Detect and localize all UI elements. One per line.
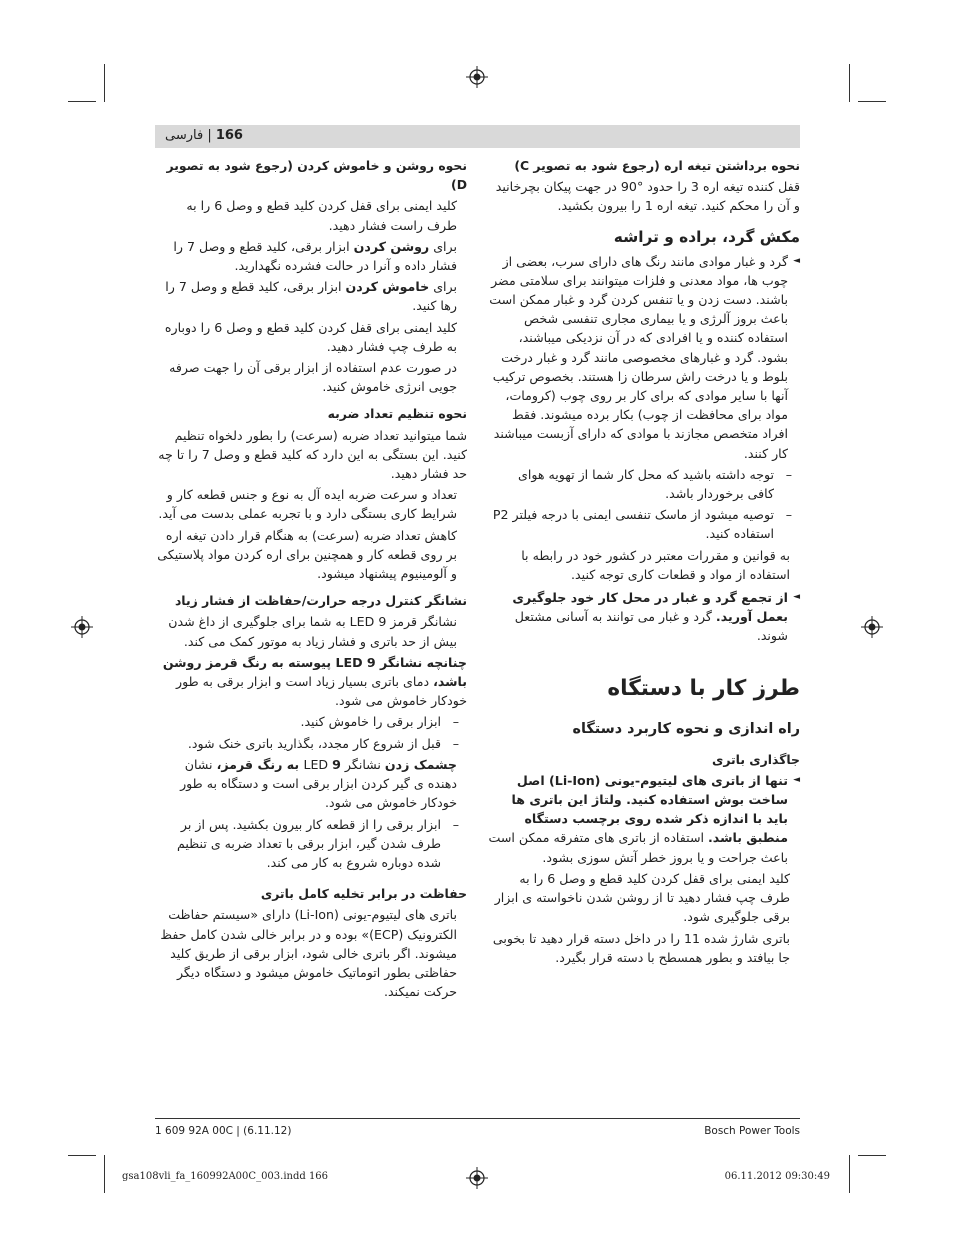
text-bold: خاموش کردن — [345, 279, 430, 295]
chapter-heading: طرز کار با دستگاه — [607, 675, 800, 701]
paragraph: در صورت عدم استفاده از ابزار برقی آن را جهت صرفه جویی انرژی خاموش کنید. — [169, 360, 457, 395]
text-span: نشانگر LED — [303, 756, 381, 772]
crop-mark — [858, 1155, 886, 1156]
warning-paragraph: ◄ گرد و غبار موادی مانند رنگ های دارای سرب، بعضی از چوب ها، مواد معدنی و فلزات میتوانند برای سلامتی مضر باشند. دست زدن و یا تنفس کردن گرد و غبار ممکن است باعث بروز آلرژی و یا بیماری مجاری تنفسی شخص استفاده کننده و یا افرادی که در آن نزدیکی میباشند، بشود. گرد و غبارهای مخصوصی مانند گرد و غبار درخت بلوط و یا درخت راش سرطان زا هستند. بخصوص ترکیب آنها با سایر موادی که برای کار بر روی چوب (کرومات، مواد برای محافظت از چوب) بکار برده میشوند. فقط افراد متخصص مجازند با موادی که دارای آزبست میباشند کار کنند. — [488, 252, 800, 463]
section-title: نحوه برداشتن تیغه اره (رجوع شود به تصویر C) — [514, 158, 800, 173]
text-span: ابزار برقی، کلید قطع و وصل 7 را رها کنید. — [165, 279, 457, 314]
section-title: حفاظت در برابر تخلیه کامل باتری — [260, 886, 467, 902]
text-bold: چنانچه نشانگر LED 9 پیوسته به رنگ قرمز روشن باشد، — [162, 654, 467, 690]
warning-bold: از تجمع گرد و غبار در محل کار خود جلوگیری بعمل آورید. — [512, 590, 788, 625]
paragraph: تعداد و سرعت ضربه ایده آل به نوع و جنس قطعه کار و شرایط کاری بستگی دارد و با تجربه عملی بدست می آید. — [158, 487, 457, 522]
list-item: – توجه داشته باشید که محل کار شما از تهویه هوای کافی برخوردار باشد. — [488, 465, 800, 503]
paragraph — [155, 277, 467, 315]
section-title: نحوه تنظیم تعداد ضربه — [327, 406, 467, 422]
crop-mark — [104, 1155, 105, 1193]
slug-filename: gsa108vli_fa_160992A00C_003.indd 166 — [122, 1171, 329, 1182]
warning-text: گرد و غبار می توانند به آسانی مشتعل شوند. — [514, 609, 788, 644]
crop-mark — [68, 101, 96, 102]
page-header — [165, 128, 243, 143]
paragraph — [155, 653, 467, 711]
text-span: برای — [433, 238, 457, 254]
warning-bold: تنها از باتری های لیتیوم-یونی (Li-Ion) اصل ساخت بوش استفاده کنید. ولتاژ این باتری ها باید با اندازه ذکر شده روی برچسب دستگاه منطبق باشد. — [511, 772, 788, 846]
text-span: دمای باتری بسیار زیاد است و ابزار برقی به طور خودکار خاموش می شود. — [175, 674, 467, 709]
footer-brand: Bosch Power Tools — [704, 1125, 800, 1137]
paragraph: کلید ایمنی برای قفل کردن کلید قطع و وصل 6 را به طرف راست فشار دهید. — [186, 198, 457, 233]
page-number: 166 — [215, 128, 243, 143]
page-header-bar — [155, 125, 800, 148]
paragraph: باتری های لیتیوم-یونی (Li-Ion) دارای «سیستم حفاظت الکترونیک (ECP)» بوده و در برابر خالی شدن کامل حفظ میشوند. اگر باتری خالی شود، ابزار برقی از طریق کلید حفاظتی بطور اتوماتیک خاموش میشود و دستگاه دیگر حرکت نمیکند. — [160, 907, 457, 1000]
section-heading: راه اندازی و نحوه کاربرد دستگاه — [572, 720, 800, 737]
paragraph — [155, 755, 467, 813]
text-bold: روشن کردن — [353, 238, 430, 254]
paragraph: کلید ایمنی برای قفل کردن کلید قطع و وصل 6 را به طرف چپ فشار دهید تا از روشن شدن ناخواسته ی ابزار برقی جلوگیری شود. — [494, 870, 790, 925]
header-separator: | — [203, 128, 212, 143]
paragraph: کلید ایمنی برای قفل کردن کلید قطع و وصل 6 را دوباره به طرف چپ فشار دهید. — [164, 319, 457, 354]
paragraph: نشانگر قرمز LED 9 به شما برای جلوگیری از داغ شدن بیش از حد باتری و فشار زیاد به موتور کمک می کند. — [168, 614, 457, 649]
registration-mark-icon — [71, 616, 93, 638]
crop-mark — [104, 64, 105, 102]
footer-doc-number: 1 609 92A 00C | (6.11.12) — [155, 1125, 292, 1137]
text-bold: 9 به رنگ قرمز، — [216, 756, 341, 772]
list-item: – ابزار برقی را خاموش کنید. — [155, 712, 467, 731]
warning-text: استفاده از باتری های متفرقه ممکن است باعث جراحت و یا بروز خطر آتش سوزی بشود. — [488, 830, 788, 865]
warning-paragraph — [488, 588, 800, 646]
section-title: نحوه روشن و خاموش کردن (رجوع شود به تصویر D) — [166, 158, 467, 193]
list-item: – ابزار برقی را از قطعه کار بیرون بکشید. پس از بر طرف شدن گیر، ابزار برقی با تعداد ضربه ی تنظیم شده دوباره شروع به کار می کند. — [155, 815, 467, 873]
section-heading: مکش گرد، براده و تراشه — [613, 227, 800, 246]
left-column — [155, 156, 467, 1003]
paragraph: به قوانین و مقررات معتبر در کشور خود در رابطه با استفاده از مواد و قطعات کاری توجه کنید. — [521, 547, 790, 582]
registration-mark-icon — [466, 1167, 488, 1189]
paragraph: قفل کننده تیغه اره 3 را حدود °90 در جهت پیکان بچرخانید و آن را محکم کنید. تیغه اره 1 را بیرون بکشید. — [495, 179, 800, 214]
list-item: – قبل از شروع کار مجدد، بگذارید باتری خنک شود. — [155, 734, 467, 753]
crop-mark — [858, 101, 886, 102]
crop-mark — [849, 64, 850, 102]
paragraph — [155, 237, 467, 275]
right-column — [488, 156, 800, 969]
section-title: نشانگر کنترل درجه حرارت/حفاظت از فشار زیاد — [174, 593, 467, 609]
crop-mark — [849, 1155, 850, 1193]
paragraph: باتری شارژ شده 11 را در داخل دسته قرار دهید تا بخوبی جا بیافتد و بطور همسطح با دسته قرار بگیرد. — [492, 930, 790, 965]
text-span: برای — [433, 279, 457, 295]
slug-date: 06.11.2012 09:30:49 — [724, 1171, 830, 1182]
crop-mark — [68, 1155, 96, 1156]
text-span: ابزار برقی، کلید قطع و وصل 7 را فشار داده و آنرا در حالت فشرده نگهدارید. — [173, 238, 457, 274]
registration-mark-icon — [466, 66, 488, 88]
paragraph: کاهش تعداد ضربه (سرعت) به هنگام قرار دادن تیغه اره بر روی قطعه کار و همچنین برای اره کردن مواد پلاستیکی و آلومینیوم پیشنهاد میشود. — [157, 527, 457, 582]
list-item: – توصیه میشود از ماسک تنفسی ایمنی با درجه فیلتر P2 استفاده کنید. — [488, 505, 800, 543]
text-span: نشان دهنده ی گیر کردن ابزار برقی است و دستگاه به طور خودکار خاموش می شود. — [180, 756, 457, 811]
warning-paragraph — [488, 771, 800, 867]
footer-divider — [155, 1118, 800, 1119]
section-title: جاگذاری باتری — [711, 751, 800, 767]
registration-mark-icon — [861, 616, 883, 638]
text-bold: چشمک زدن — [384, 756, 457, 772]
paragraph: شما میتوانید تعداد ضربه (سرعت) را بطور دلخواه تنظیم کنید. این بستگی به این دارد که کلید قطع و وصل 7 را تا چه حد فشار دهید. — [158, 427, 467, 482]
page-language: فارسی — [165, 128, 204, 143]
